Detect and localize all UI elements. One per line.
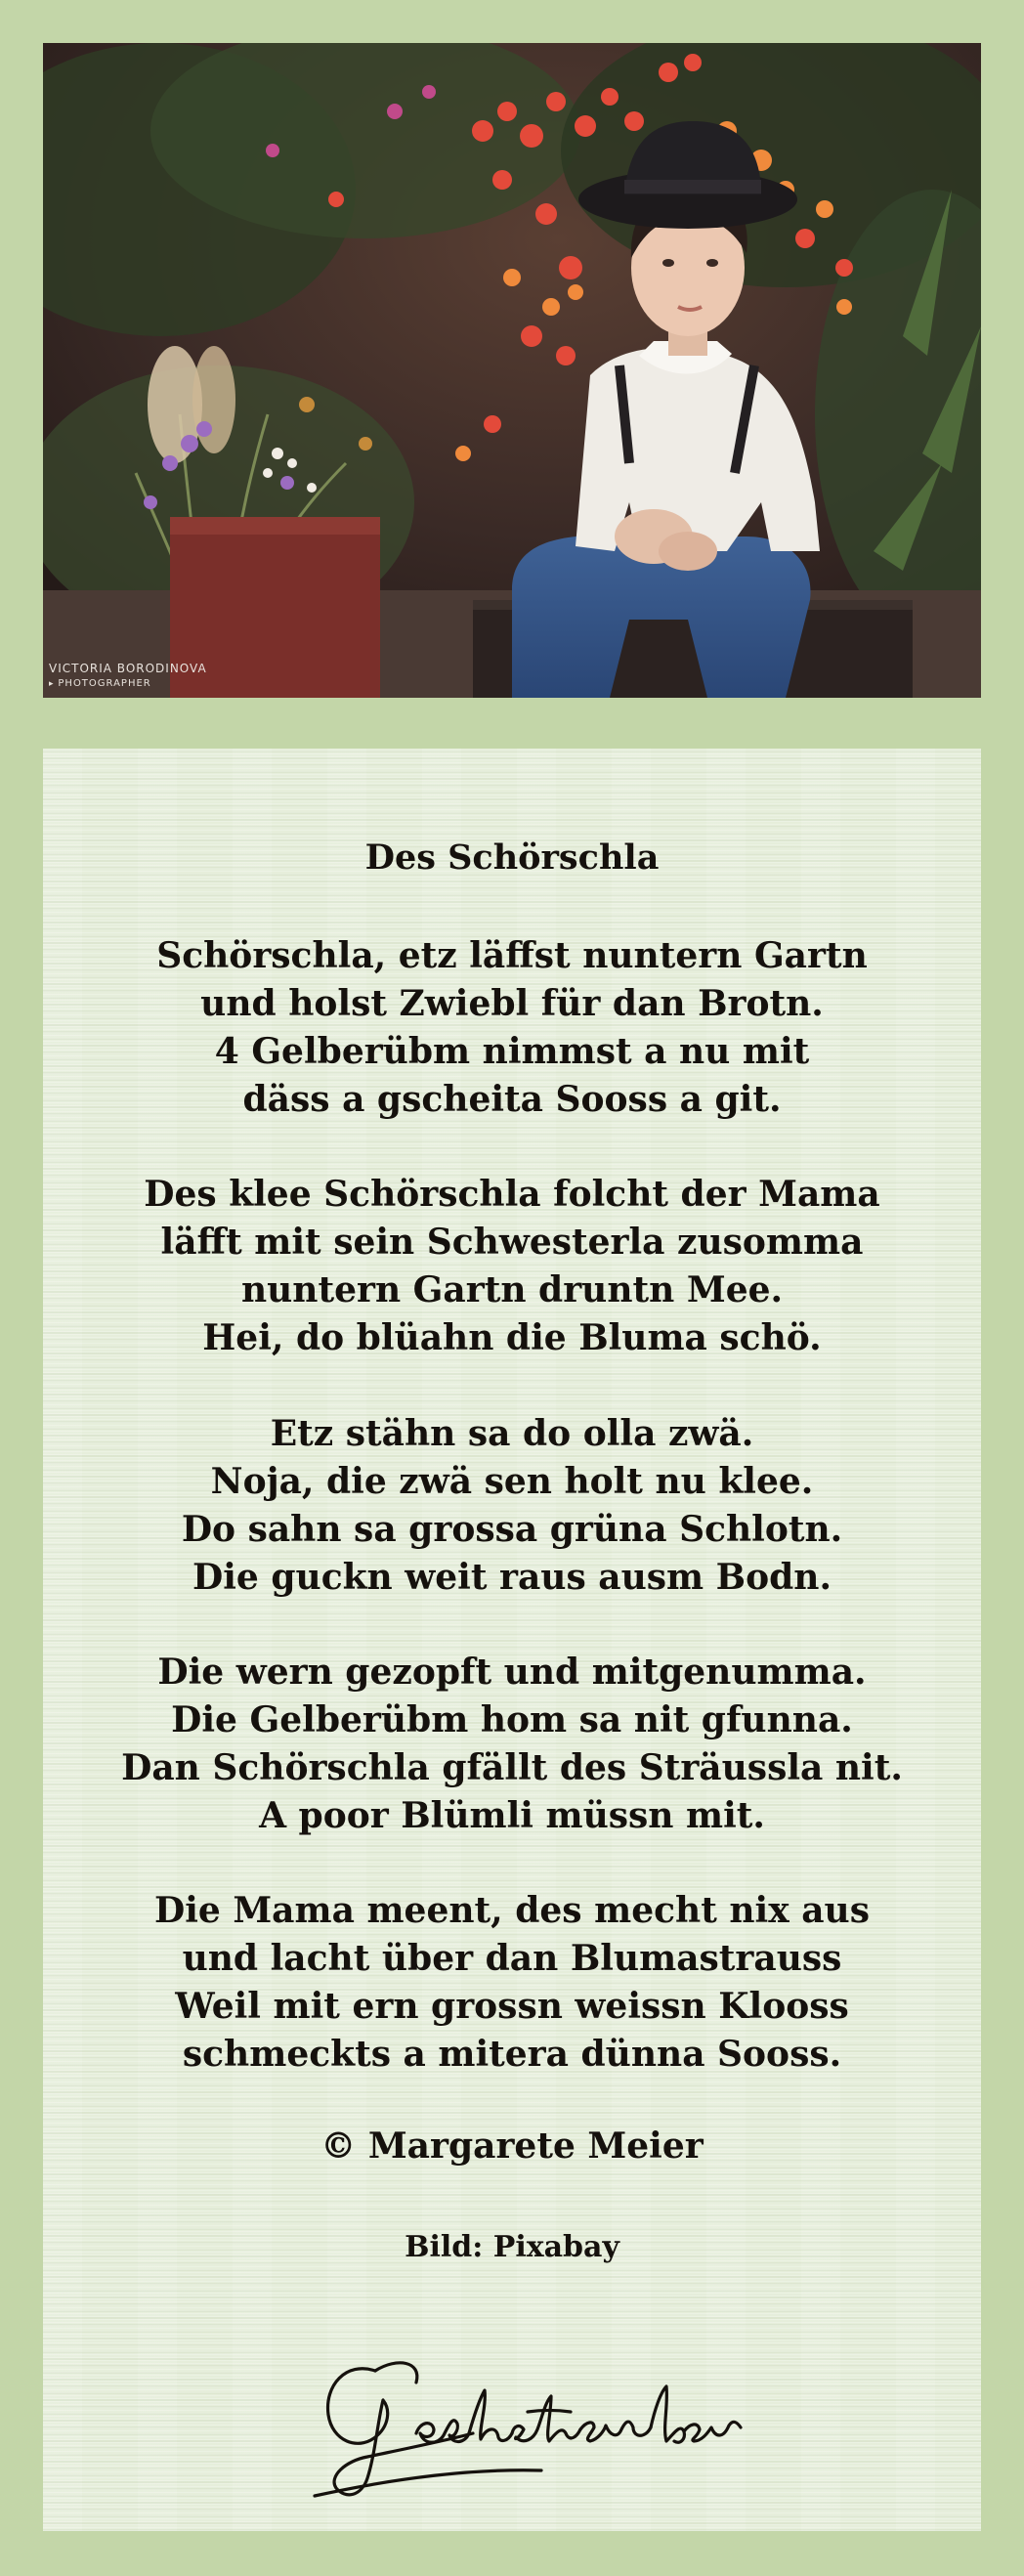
copyright-notice: © Margarete Meier [320,2125,704,2167]
poem-line: Do sahn sa grossa grüna Schlotn. [181,1509,843,1550]
poem-line: läfft mit sein Schwesterla zusomma [160,1222,864,1263]
image-credit: Bild: Pixabay [405,2230,619,2264]
signature-script-icon [307,2332,766,2508]
poem-line: A poor Blümli müssn mit. [259,1795,765,1836]
poem-line: Noja, die zwä sen holt nu klee. [210,1461,814,1502]
stanza-4 [43,1649,981,1840]
poem-line: Etz stähn sa do olla zwä. [270,1413,754,1454]
boy-in-garden-image [43,43,981,698]
photo-credit-role: ▸ PHOTOGRAPHER [49,676,207,692]
poem-line: schmeckts a mitera dünna Sooss. [182,2034,842,2075]
poem-panel [43,749,981,2531]
poem-line: Die guckn weit raus ausm Bodn. [192,1557,832,1598]
gedichtezauber-signature-logo [307,2332,766,2508]
stanza-3 [43,1410,981,1602]
garden-photo [43,43,981,698]
poem-line: Die Mama meent, des mecht nix aus [154,1890,870,1931]
poem-line: Die Gelberübm hom sa nit gfunna. [171,1699,853,1740]
poem-line: däss a gscheita Sooss a git. [242,1079,782,1120]
stanza-1 [43,932,981,1124]
photo-credit [49,662,207,692]
poem-line: und holst Zwiebl für dan Brotn. [200,983,824,1024]
poem-line: Die wern gezopft und mitgenumma. [157,1652,867,1693]
poem-title: Des Schörschla [364,837,660,878]
poem-line: und lacht über dan Blumastrauss [182,1938,842,1979]
poem-line: Des klee Schörschla folcht der Mama [144,1174,880,1215]
poem-line: Schörschla, etz läffst nuntern Gartn [156,935,868,976]
stanza-2 [43,1171,981,1362]
stanza-5 [43,1887,981,2079]
poem-line: nuntern Gartn druntn Mee. [240,1269,784,1310]
poem-line: 4 Gelberübm nimmst a nu mit [214,1031,810,1072]
poem-line: Weil mit ern grossn weissn Klooss [175,1986,849,2027]
poem-line: Dan Schörschla gfällt des Sträussla nit. [121,1747,903,1788]
photo-credit-name: VICTORIA BORODINOVA [49,662,207,675]
poem-line: Hei, do blüahn die Bluma schö. [202,1317,822,1358]
